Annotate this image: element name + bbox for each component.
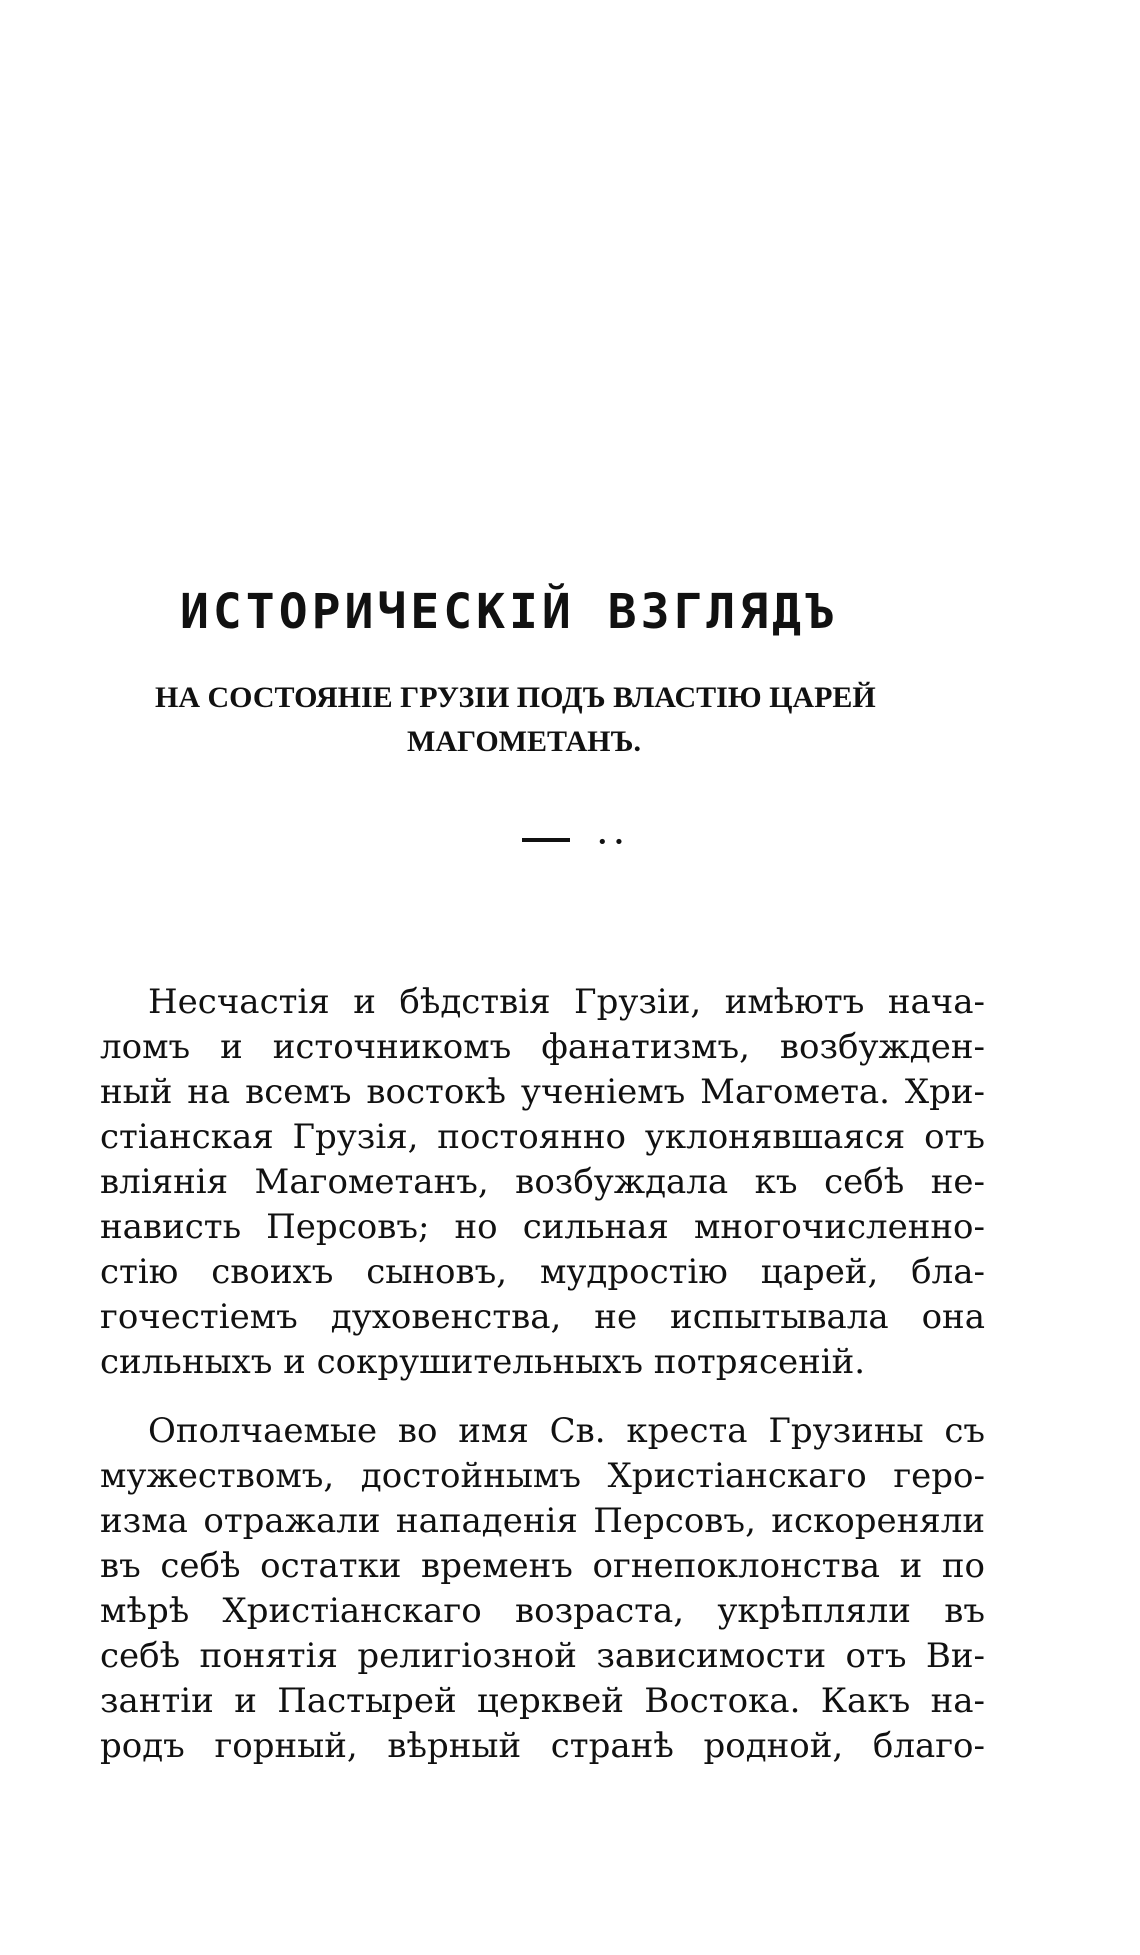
paragraph-gap [100, 1385, 985, 1409]
chapter-subtitle [155, 676, 985, 764]
text-line: стію своихъ сыновъ, мудростію царей, бла- [100, 1252, 985, 1292]
text-line: мѣрѣ Христіанскаго возраста, укрѣпляли въ [100, 1591, 985, 1631]
text-line: гочестіемъ духовенства, не испытывала она [100, 1297, 985, 1337]
subtitle-line: МАГОМЕТАНЪ. [407, 725, 641, 758]
divider-ornament: •• [597, 832, 631, 853]
text-line: стіанская Грузія, постоянно уклонявшаяся отъ [100, 1117, 985, 1157]
text-line: изма отражали нападенія Персовъ, искореняли [100, 1501, 985, 1541]
text-line: ный на всемъ востокѣ ученіемъ Магомета. Хри- [100, 1072, 985, 1112]
text-line: мужествомъ, достойнымъ Христіанскаго геро- [100, 1456, 985, 1496]
text-line: въ себѣ остатки временъ огнепоклонства и по [100, 1546, 985, 1586]
section-divider [522, 838, 570, 842]
text-line: себѣ понятія религіозной зависимости отъ Ви- [100, 1636, 985, 1676]
text-line: зантіи и Пастырей церквей Востока. Какъ на- [100, 1681, 985, 1721]
text-line: ломъ и источникомъ фанатизмъ, возбужден- [100, 1027, 985, 1067]
text-line: вліянія Магометанъ, возбуждала къ себѣ не- [100, 1162, 985, 1202]
text-line: нависть Персовъ; но сильная многочисленно- [100, 1207, 985, 1247]
text-line: сильныхъ и сокрушительныхъ потрясеній. [100, 1342, 866, 1382]
paragraph-1 [100, 980, 985, 1385]
text-line: Ополчаемые во имя Св. креста Грузины съ [148, 1411, 985, 1451]
chapter-title: ИСТОРИЧЕСКІЙ ВЗГЛЯДЪ [180, 584, 838, 640]
text-line: родъ горный, вѣрный странѣ родной, благо- [100, 1726, 985, 1766]
text-line: Несчастія и бѣдствія Грузіи, имѣютъ нача- [148, 982, 985, 1022]
body-text [100, 980, 985, 1769]
paragraph-2 [100, 1409, 985, 1769]
subtitle-line: НА СОСТОЯНІЕ ГРУЗІИ ПОДЪ ВЛАСТІЮ ЦАРЕЙ [155, 681, 876, 714]
